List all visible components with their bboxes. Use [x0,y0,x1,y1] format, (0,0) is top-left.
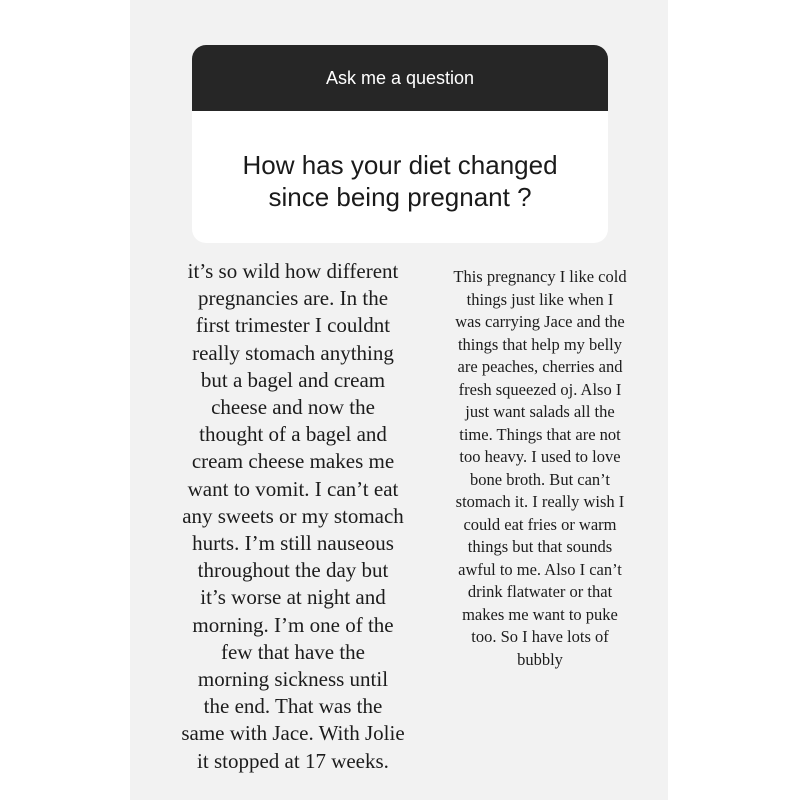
answer-line: it’s so wild how different [187,259,399,283]
question-sticker[interactable] [192,45,608,243]
question-sticker-prompt: Ask me a question [325,67,475,88]
question-sticker-header [192,45,608,111]
answer-line: really stomach anything [192,340,394,365]
answer-line: fresh squeezed oj. Also I [458,379,622,399]
answer-line: morning. I’m one of the [192,612,394,637]
answer-line: any sweets or my stomach [182,503,404,528]
answer-line: the end. That was the [203,694,383,719]
answer-line: time. Things that are not [459,424,621,444]
answer-line: awful to me. Also I can’t [458,559,622,579]
answer-line: too. So I have lots of [471,627,609,646]
answer-line: too heavy. I used to love [459,447,621,466]
answer-line: things but that sounds [467,537,613,556]
question-line: since being pregnant ? [268,182,532,212]
answer-line: same with Jace. With Jolie [181,721,405,746]
answer-line: want to vomit. I can’t eat [187,476,399,501]
answer-line: was carrying Jace and the [455,312,625,331]
answer-line: morning sickness until [197,667,389,692]
answer-line: stomach it. I really wish I [455,492,625,511]
answer-line: throughout the day but [197,558,389,583]
answer-line: it’s worse at night and [200,585,386,610]
answer-line: bone broth. But can’t [470,469,610,489]
answer-line: just want salads all the [465,402,615,421]
answer-line: things that help my belly [457,334,623,354]
question-line: How has your diet changed [242,150,558,180]
answer-line: bubbly [517,649,563,669]
answer-line: hurts. I’m still nauseous [192,531,394,556]
answer-line: first trimester I couldnt [195,313,391,338]
answer-line: cheese and now the [211,395,375,420]
answer-line: things just like when I [466,289,614,309]
answer-line: makes me want to puke [462,604,618,624]
answer-line: thought of a bagel and [199,422,387,447]
answer-line: drink flatwater or that [467,582,613,601]
answer-line: it stopped at 17 weeks. [197,748,389,773]
answer-line: but a bagel and cream [200,367,386,392]
question-text [192,149,608,213]
answer-line: This pregnancy I like cold [453,267,627,286]
answer-line: few that have the [220,639,366,664]
answer-line: could eat fries or warm [463,514,617,534]
answer-right-column [428,266,652,671]
answer-left-column [158,258,428,775]
answer-line: are peaches, cherries and [457,357,623,376]
answer-line: cream cheese makes me [191,449,395,474]
answer-line: pregnancies are. In the [197,286,389,311]
